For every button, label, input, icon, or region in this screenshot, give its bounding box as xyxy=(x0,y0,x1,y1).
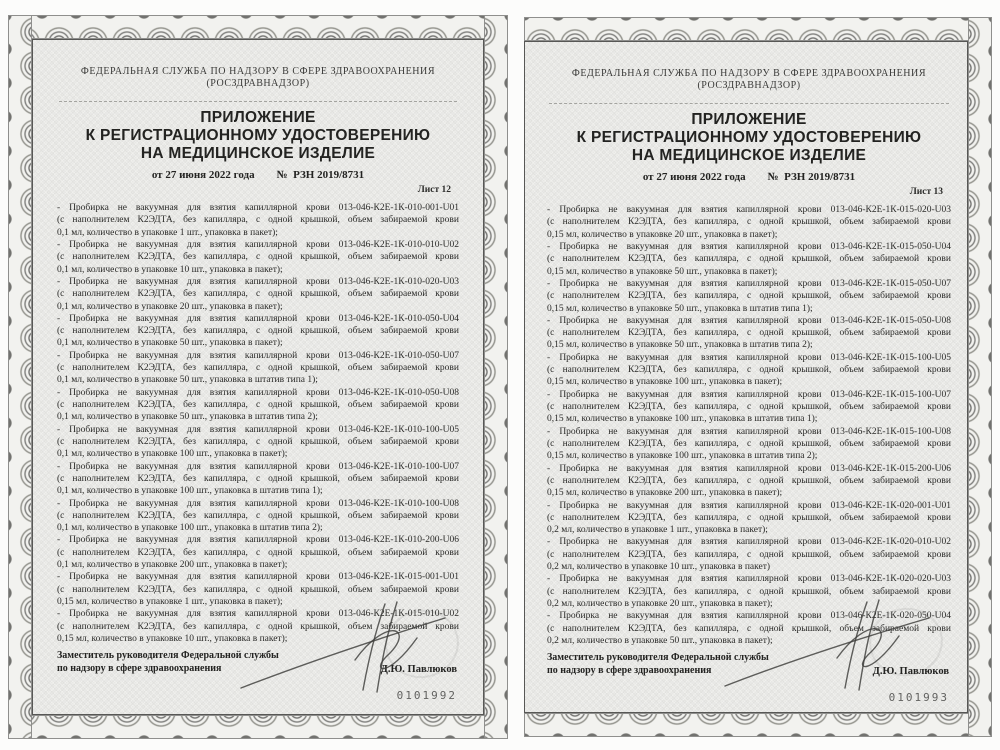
item-line: - Пробирка не вакуумная для взятия капиллярной крови 013-046-К2Е-1К-015-050-U08 xyxy=(547,315,951,326)
item-line: 0,1 мл, количество в упаковке 200 шт., упаковка в пакет); xyxy=(57,560,288,571)
dashed-separator xyxy=(549,103,949,104)
items-list xyxy=(57,202,459,645)
item-line: - Пробирка не вакуумная для взятия капиллярной крови 013-046-К2Е-1К-010-001-U01 xyxy=(57,203,459,213)
item-line: (с наполнителем К2ЭДТА, без капилляра, с одной крышкой, объем забираемой крови xyxy=(57,547,459,558)
title-line-2: К РЕГИСТРАЦИОННОМУ УДОСТОВЕРЕНИЮ xyxy=(576,129,922,146)
item-line: - Пробирка не вакуумная для взятия капиллярной крови 013-046-К2Е-1К-015-100-U07 xyxy=(547,389,951,400)
item-line: 0,1 мл, количество в упаковке 10 шт., упаковка в пакет); xyxy=(57,264,283,275)
item-line: - Пробирка не вакуумная для взятия капиллярной крови 013-046-К2Е-1К-010-100-U07 xyxy=(57,461,459,472)
item-line: - Пробирка не вакуумная для взятия капиллярной крови 013-046-К2Е-1К-020-020-U03 xyxy=(547,574,951,585)
agency-abbreviation: (РОСЗДРАВНАДЗОР) xyxy=(697,80,801,91)
signer-title: Заместитель руководителя Федеральной службы по надзору в сфере здравоохранения xyxy=(57,650,279,675)
item-line: 0,1 мл, количество в упаковке 50 шт., упаковка в штатив типа 2); xyxy=(57,412,318,423)
title-line-1: ПРИЛОЖЕНИЕ xyxy=(200,109,316,126)
item-line: 0,15 мл, количество в упаковке 100 шт., упаковка в пакет); xyxy=(547,377,783,388)
item-line: (с наполнителем К2ЭДТА, без капилляра, с одной крышкой, объем забираемой крови xyxy=(547,512,951,523)
item-line: - Пробирка не вакуумная для взятия капиллярной крови 013-046-К2Е-1К-015-010-U02 xyxy=(57,609,459,620)
title-line-1: ПРИЛОЖЕНИЕ xyxy=(691,111,807,128)
guilloche-border-right xyxy=(968,17,992,737)
item-line: - Пробирка не вакуумная для взятия капиллярной крови 013-046-К2Е-1К-010-100-U05 xyxy=(57,424,459,435)
item-line: (с наполнителем К2ЭДТА, без капилляра, с одной крышкой, объем забираемой крови xyxy=(547,402,951,412)
item-line: (с наполнителем К2ЭДТА, без капилляра, с одной крышкой, объем забираемой крови xyxy=(547,328,951,339)
item-line: (с наполнителем К2ЭДТА, без капилляра, с одной крышкой, объем забираемой крови xyxy=(547,291,951,302)
item-line: 0,15 мл, количество в упаковке 200 шт., упаковка в пакет); xyxy=(547,488,783,499)
guilloche-border-top xyxy=(8,15,508,39)
item-line: (с наполнителем К2ЭДТА, без капилляра, с одной крышкой, объем забираемой крови xyxy=(547,254,951,265)
item-line: - Пробирка не вакуумная для взятия капиллярной крови 013-046-К2Е-1К-015-001-U01 xyxy=(57,572,459,583)
item-line: 0,15 мл, количество в упаковке 100 шт., упаковка в штатив типа 2); xyxy=(547,451,818,462)
item-line: (с наполнителем К2ЭДТА, без капилляра, с одной крышкой, объем забираемой крови xyxy=(57,584,459,595)
item-line: - Пробирка не вакуумная для взятия капиллярной крови 013-046-К2Е-1К-010-010-U02 xyxy=(57,239,459,250)
item-line: (с наполнителем К2ЭДТА, без капилляра, с одной крышкой, объем забираемой крови xyxy=(57,400,459,410)
item-line: - Пробирка не вакуумная для взятия капиллярной крови 013-046-К2Е-1К-010-200-U06 xyxy=(57,535,459,546)
item-line: 0,1 мл, количество в упаковке 20 шт., упаковка в пакет); xyxy=(57,301,283,312)
agency-name: ФЕДЕРАЛЬНАЯ СЛУЖБА ПО НАДЗОРУ В СФЕРЕ ЗДРАВООХРАНЕНИЯ xyxy=(571,68,927,79)
items-list xyxy=(547,204,951,647)
signer-name: Д.Ю. Павлюков xyxy=(872,666,949,678)
item-line: - Пробирка не вакуумная для взятия капиллярной крови 013-046-К2Е-1К-015-020-U03 xyxy=(547,205,951,215)
item-line: (с наполнителем К2ЭДТА, без капилляра, с одной крышкой, объем забираемой крови xyxy=(547,586,951,597)
item-line: 0,15 мл, количество в упаковке 10 шт., упаковка в пакет); xyxy=(57,633,288,644)
item-line: - Пробирка не вакуумная для взятия капиллярной крови 013-046-К2Е-1К-010-050-U08 xyxy=(57,387,459,398)
issue-date: от 27 июня 2022 года xyxy=(642,171,746,183)
date-number-row xyxy=(57,169,459,181)
guilloche-border-bottom xyxy=(524,713,992,737)
item-line: 0,1 мл, количество в упаковке 100 шт., упаковка в штатив типа 1); xyxy=(57,486,323,497)
issue-date: от 27 июня 2022 года xyxy=(151,169,255,181)
certificate-appendix-sheet-12 xyxy=(8,15,508,739)
item-line: (с наполнителем К2ЭДТА, без капилляра, с одной крышкой, объем забираемой крови xyxy=(57,621,459,632)
item-line: 0,15 мл, количество в упаковке 50 шт., упаковка в пакет); xyxy=(547,266,778,277)
item-line: (с наполнителем К2ЭДТА, без капилляра, с одной крышкой, объем забираемой крови xyxy=(547,438,951,449)
item-line: (с наполнителем К2ЭДТА, без капилляра, с одной крышкой, объем забираемой крови xyxy=(547,475,951,486)
sheet-label: Лист 12 xyxy=(417,185,451,195)
item-line: 0,15 мл, количество в упаковке 1 шт., упаковка в пакет); xyxy=(57,597,283,607)
guilloche-border-bottom xyxy=(8,715,508,739)
item-line: (с наполнителем К2ЭДТА, без капилляра, с одной крышкой, объем забираемой крови xyxy=(547,623,951,634)
item-line: (с наполнителем К2ЭДТА, без капилляра, с одной крышкой, объем забираемой крови xyxy=(547,549,951,560)
item-line: - Пробирка не вакуумная для взятия капиллярной крови 013-046-К2Е-1К-015-100-U05 xyxy=(547,352,951,363)
item-line: - Пробирка не вакуумная для взятия капиллярной крови 013-046-К2Е-1К-015-100-U08 xyxy=(547,426,951,437)
registration-number: № РЗН 2019/8731 xyxy=(276,169,365,181)
date-number-row xyxy=(547,171,951,183)
guilloche-border-top xyxy=(524,17,992,41)
signer-title: Заместитель руководителя Федеральной службы по надзору в сфере здравоохранения xyxy=(547,652,769,677)
item-line: 0,1 мл, количество в упаковке 50 шт., упаковка в штатив типа 1); xyxy=(57,375,318,386)
document-paper xyxy=(32,39,484,715)
item-line: - Пробирка не вакуумная для взятия капиллярной крови 013-046-К2Е-1К-010-020-U03 xyxy=(57,276,459,287)
item-line: (с наполнителем К2ЭДТА, без капилляра, с одной крышкой, объем забираемой крови xyxy=(57,215,459,226)
item-line: (с наполнителем К2ЭДТА, без капилляра, с одной крышкой, объем забираемой крови xyxy=(57,436,459,447)
item-line: (с наполнителем К2ЭДТА, без капилляра, с одной крышкой, объем забираемой крови xyxy=(57,510,459,521)
sheet-label: Лист 13 xyxy=(909,187,943,197)
item-line: - Пробирка не вакуумная для взятия капиллярной крови 013-046-К2Е-1К-015-050-U07 xyxy=(547,278,951,289)
item-line: (с наполнителем К2ЭДТА, без капилляра, с одной крышкой, объем забираемой крови xyxy=(57,252,459,263)
item-line: 0,1 мл, количество в упаковке 100 шт., упаковка в штатив типа 2); xyxy=(57,523,323,534)
item-line: 0,15 мл, количество в упаковке 50 шт., упаковка в штатив типа 1); xyxy=(547,303,813,314)
item-line: 0,15 мл, количество в упаковке 100 шт., упаковка в штатив типа 1); xyxy=(547,414,818,425)
guilloche-border-left xyxy=(8,15,32,739)
item-line: 0,1 мл, количество в упаковке 1 шт., упаковка в пакет); xyxy=(57,227,278,238)
document-title xyxy=(57,109,459,163)
certificate-appendix-sheet-13 xyxy=(524,17,992,737)
serial-number: 0101992 xyxy=(396,689,457,703)
item-line: - Пробирка не вакуумная для взятия капиллярной крови 013-046-К2Е-1К-015-200-U06 xyxy=(547,463,951,474)
title-line-3: НА МЕДИЦИНСКОЕ ИЗДЕЛИЕ xyxy=(631,147,867,164)
signer-name: Д.Ю. Павлюков xyxy=(380,664,457,676)
item-line: (с наполнителем К2ЭДТА, без капилляра, с одной крышкой, объем забираемой крови xyxy=(57,326,459,337)
item-line: 0,2 мл, количество в упаковке 50 шт., упаковка в пакет); xyxy=(547,635,773,646)
item-line: (с наполнителем К2ЭДТА, без капилляра, с одной крышкой, объем забираемой крови xyxy=(57,473,459,484)
item-line: - Пробирка не вакуумная для взятия капиллярной крови 013-046-К2Е-1К-010-100-U08 xyxy=(57,498,459,509)
dashed-separator xyxy=(59,101,457,102)
agency-abbreviation: (РОСЗДРАВНАДЗОР) xyxy=(206,78,310,89)
item-line: - Пробирка не вакуумная для взятия капиллярной крови 013-046-К2Е-1К-020-050-U04 xyxy=(547,611,951,622)
item-line: 0,15 мл, количество в упаковке 50 шт., упаковка в штатив типа 2); xyxy=(547,340,813,351)
item-line: - Пробирка не вакуумная для взятия капиллярной крови 013-046-К2Е-1К-010-050-U04 xyxy=(57,313,459,324)
document-title xyxy=(547,111,951,165)
document-paper xyxy=(524,41,968,713)
item-line: 0,1 мл, количество в упаковке 100 шт., упаковка в пакет); xyxy=(57,449,288,460)
agency-name: ФЕДЕРАЛЬНАЯ СЛУЖБА ПО НАДЗОРУ В СФЕРЕ ЗДРАВООХРАНЕНИЯ xyxy=(80,66,436,77)
item-line: 0,2 мл, количество в упаковке 10 шт., упаковка в пакет) xyxy=(547,562,771,573)
serial-number: 0101993 xyxy=(888,691,949,705)
item-line: - Пробирка не вакуумная для взятия капиллярной крови 013-046-К2Е-1К-015-050-U04 xyxy=(547,241,951,252)
item-line: 0,2 мл, количество в упаковке 20 шт., упаковка в пакет); xyxy=(547,599,773,609)
item-line: (с наполнителем К2ЭДТА, без капилляра, с одной крышкой, объем забираемой крови xyxy=(547,217,951,228)
item-line: (с наполнителем К2ЭДТА, без капилляра, с одной крышкой, объем забираемой крови xyxy=(547,365,951,376)
item-line: 0,15 мл, количество в упаковке 20 шт., упаковка в пакет); xyxy=(547,229,778,240)
item-line: 0,1 мл, количество в упаковке 50 шт., упаковка в пакет); xyxy=(57,338,283,349)
item-line: - Пробирка не вакуумная для взятия капиллярной крови 013-046-К2Е-1К-020-001-U01 xyxy=(547,500,951,511)
signature-scribble xyxy=(721,596,933,692)
item-line: - Пробирка не вакуумная для взятия капиллярной крови 013-046-К2Е-1К-010-050-U07 xyxy=(57,350,459,361)
item-line: - Пробирка не вакуумная для взятия капиллярной крови 013-046-К2Е-1К-020-010-U02 xyxy=(547,537,951,548)
item-line: (с наполнителем К2ЭДТА, без капилляра, с одной крышкой, объем забираемой крови xyxy=(57,289,459,300)
item-line: 0,2 мл, количество в упаковке 1 шт., упаковка в пакет); xyxy=(547,525,768,536)
registration-number: № РЗН 2019/8731 xyxy=(767,171,856,183)
title-line-2: К РЕГИСТРАЦИОННОМУ УДОСТОВЕРЕНИЮ xyxy=(85,127,431,144)
item-line: (с наполнителем К2ЭДТА, без капилляра, с одной крышкой, объем забираемой крови xyxy=(57,363,459,374)
signature-scribble xyxy=(237,598,449,694)
title-line-3: НА МЕДИЦИНСКОЕ ИЗДЕЛИЕ xyxy=(140,145,376,162)
guilloche-border-right xyxy=(484,15,508,739)
